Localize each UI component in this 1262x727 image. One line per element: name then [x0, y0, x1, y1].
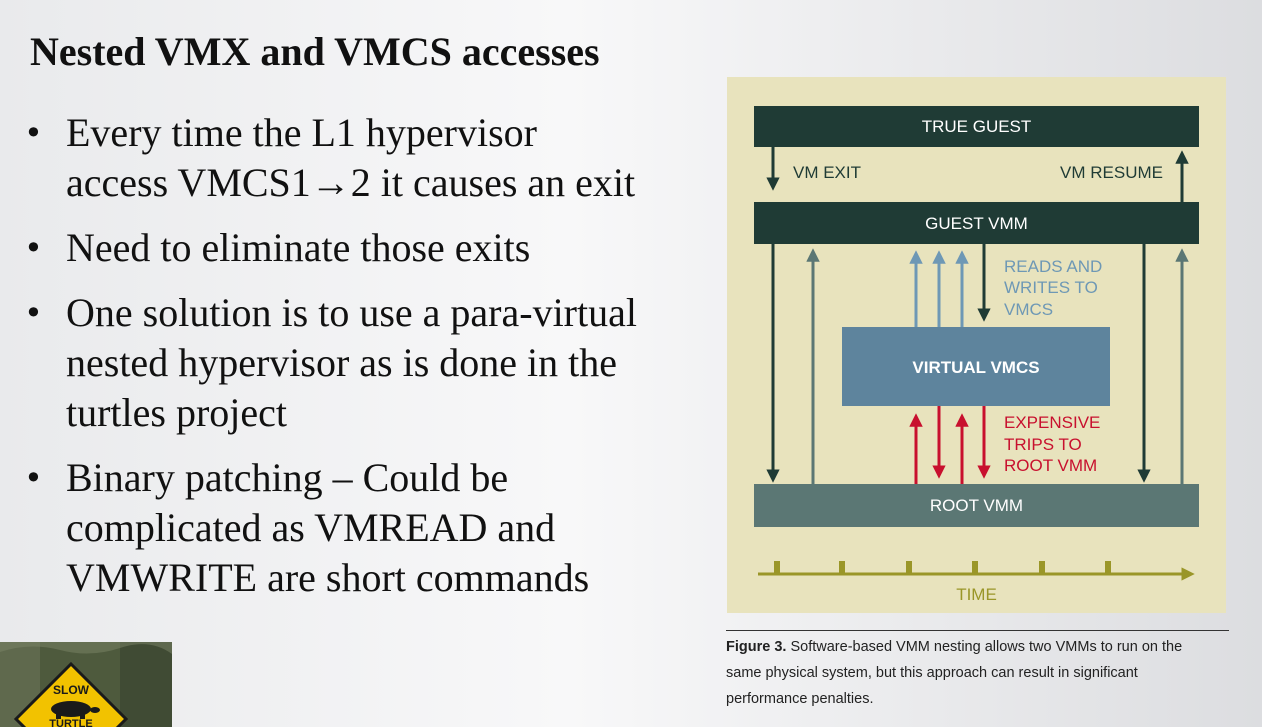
bullet-item [20, 223, 720, 273]
root-vmm-label: ROOT VMM [929, 496, 1024, 515]
bullet-line: VMWRITE are short commands [66, 555, 590, 600]
reads-writes-label: READS AND [1004, 257, 1103, 276]
time-label: TIME [956, 585, 997, 604]
caption-line: performance penalties. [726, 691, 874, 707]
bullet-item [20, 288, 720, 438]
bullet-dot: • [24, 294, 43, 332]
bullet-line: One solution is to use a para-virtual [66, 290, 637, 335]
expensive-trips-label: TRIPS TO [1004, 435, 1082, 454]
time-tick [774, 561, 780, 574]
slide-title: Nested VMX and VMCS accesses [30, 29, 600, 74]
figure-caption [726, 634, 1196, 712]
time-tick [1039, 561, 1045, 574]
bullet-dot: • [24, 229, 43, 267]
guest-vmm-label: GUEST VMM [925, 214, 1028, 233]
vm-exit-label: VM EXIT [793, 163, 862, 182]
vmm-nesting-diagram [727, 77, 1226, 613]
bullet-line: turtles project [66, 390, 288, 435]
caption-divider [726, 630, 1229, 631]
bullet-dot: • [24, 114, 43, 152]
caption-text: Software-based VMM nesting allows two VMMs to run on the [790, 639, 1183, 655]
expensive-trips-label: EXPENSIVE [1004, 413, 1101, 432]
bullet-line: complicated as VMREAD and [66, 505, 556, 550]
time-tick [972, 561, 978, 574]
sign-text: SLOW [53, 683, 89, 697]
time-tick [906, 561, 912, 574]
bullet-list [20, 108, 720, 618]
bullet-line: Every time the L1 hypervisor [66, 110, 537, 155]
true-guest-label: TRUE GUEST [921, 117, 1032, 136]
time-tick [839, 561, 845, 574]
bullet-item [20, 108, 720, 208]
bullet-dot: • [24, 459, 43, 497]
bullet-line: access VMCS1→2 it causes an exit [66, 160, 636, 205]
caption-label: Figure 3. [726, 639, 787, 655]
caption-line [726, 634, 1196, 660]
bullet-line: Need to eliminate those exits [66, 225, 531, 270]
bullet-item [20, 453, 720, 603]
bullet-line: nested hypervisor as is done in the [66, 340, 617, 385]
reads-writes-label: WRITES TO [1004, 278, 1098, 297]
turtle-sign-image [0, 642, 172, 727]
reads-writes-label: VMCS [1004, 300, 1054, 319]
vm-resume-label: VM RESUME [1060, 163, 1163, 182]
caption-line: same physical system, but this approach can result in significant [726, 665, 1138, 681]
expensive-trips-label: ROOT VMM [1004, 456, 1098, 475]
bullet-line: Binary patching – Could be [66, 455, 509, 500]
virtual-vmcs-label: VIRTUAL VMCS [912, 358, 1040, 377]
turtle-sign-photo [0, 642, 172, 727]
time-tick [1105, 561, 1111, 574]
sign-text: TURTLE [49, 718, 93, 727]
vmm-nesting-figure [727, 77, 1226, 613]
